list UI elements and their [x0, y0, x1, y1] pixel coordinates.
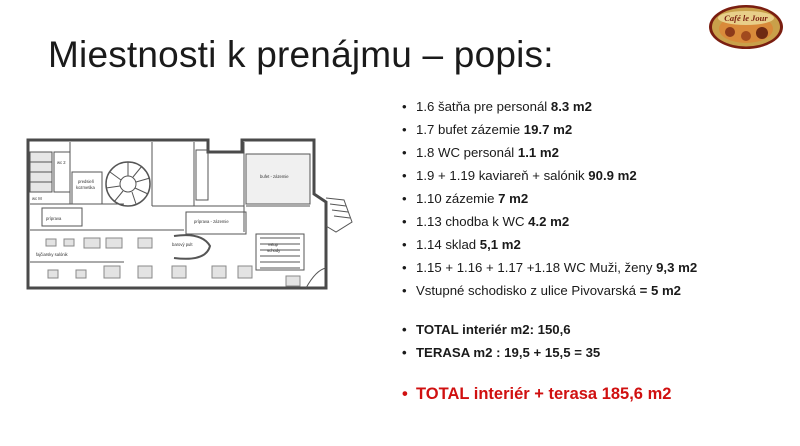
plan-label-salonik: fajčiarsky salónik — [36, 252, 68, 257]
list-item: • 1.14 sklad 5,1 m2 — [402, 233, 792, 256]
list-item: • 1.15 + 1.16 + 1.17 +1.18 WC Muži, ženy 9,3 m2 — [402, 256, 792, 279]
plan-label-vstup: vstup — [268, 242, 279, 247]
plan-label-priprava: príprava — [46, 216, 62, 221]
grand-total: • TOTAL interiér + terasa 185,6 m2 — [402, 380, 792, 408]
plan-label-schody: schody — [267, 248, 281, 253]
plan-label-wc: wc 2 — [57, 160, 66, 165]
list-item: • 1.10 zázemie 7 m2 — [402, 187, 792, 210]
svg-text:Café le Jour: Café le Jour — [724, 13, 768, 23]
plan-label-priprava-zazemie: príprava - zázemie — [194, 219, 229, 224]
list-item: • 1.9 + 1.19 kaviareň + salónik 90.9 m2 — [402, 164, 792, 187]
cafe-le-jour-logo — [708, 4, 784, 50]
total-terrace: • TERASA m2 : 19,5 + 15,5 = 35 — [402, 341, 792, 364]
list-item: • 1.8 WC personál 1.1 m2 — [402, 141, 792, 164]
room-list — [402, 95, 792, 408]
list-item: • 1.7 bufet zázemie 19.7 m2 — [402, 118, 792, 141]
list-item: • 1.13 chodba k WC 4.2 m2 — [402, 210, 792, 233]
list-item: • Vstupné schodisko z ulice Pivovarská = 5 m2 — [402, 279, 792, 302]
plan-label-kozmetika: kozmetika — [76, 185, 95, 190]
list-item: • 1.6 šatňa pre personál 8.3 m2 — [402, 95, 792, 118]
plan-label-wc-m: wc M — [32, 196, 42, 201]
plan-label-predsien: predsieň — [78, 179, 95, 184]
floor-plan — [24, 138, 358, 306]
plan-label-bufet: bufet - zázemie — [260, 174, 289, 179]
page-title: Miestnosti k prenájmu – popis: — [48, 34, 554, 75]
total-interior: • TOTAL interiér m2: 150,6 — [402, 318, 792, 341]
plan-label-barovy: barový pult — [172, 242, 193, 247]
